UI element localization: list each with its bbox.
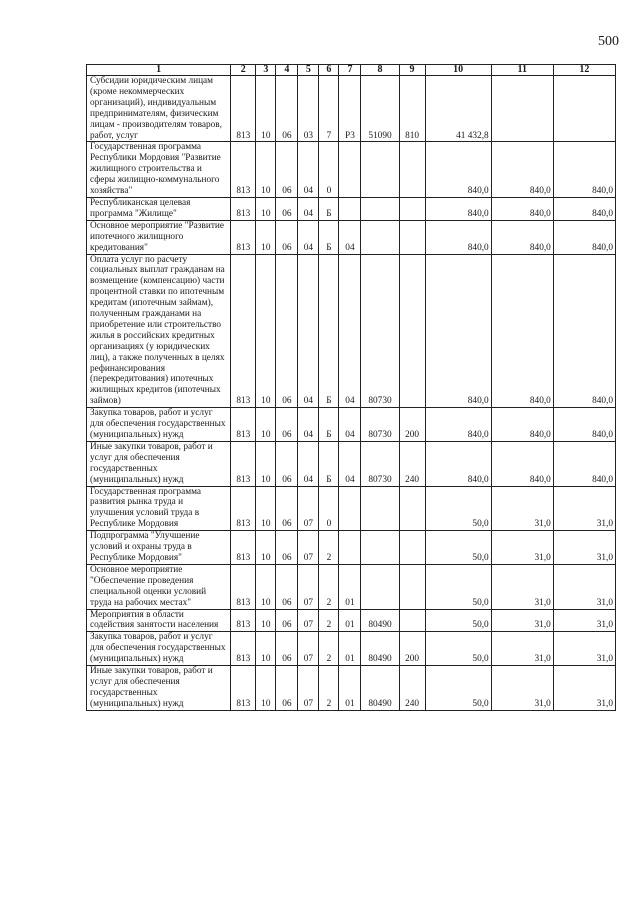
amount-year-3: 31,0 [553, 666, 615, 711]
amount-year-1: 50,0 [425, 564, 491, 609]
amount-year-1: 840,0 [425, 441, 491, 486]
section-code: 10 [256, 254, 276, 408]
column-header: 10 [425, 65, 491, 76]
section-code: 10 [256, 408, 276, 442]
activity-code: 01 [339, 632, 361, 666]
program-code: 04 [298, 254, 319, 408]
admin-code: 813 [231, 632, 256, 666]
amount-year-3: 840,0 [553, 408, 615, 442]
expense-type-code [399, 254, 425, 408]
column-header: 12 [553, 65, 615, 76]
admin-code: 813 [231, 220, 256, 254]
amount-year-2: 840,0 [491, 197, 553, 220]
amount-year-2: 31,0 [491, 666, 553, 711]
amount-year-3: 840,0 [553, 254, 615, 408]
program-code: 04 [298, 408, 319, 442]
admin-code: 813 [231, 142, 256, 198]
amount-year-3: 840,0 [553, 142, 615, 198]
direction-code: 80730 [361, 441, 399, 486]
admin-code: 813 [231, 408, 256, 442]
subsection-code: 06 [276, 408, 298, 442]
amount-year-2: 31,0 [491, 609, 553, 632]
direction-code: 80490 [361, 666, 399, 711]
direction-code: 80730 [361, 254, 399, 408]
program-code: 04 [298, 197, 319, 220]
item-name: Закупка товаров, работ и услуг для обеспечения государственных (муниципальных) нужд [87, 632, 231, 666]
item-name: Республиканская целевая программа "Жилище" [87, 197, 231, 220]
amount-year-1: 50,0 [425, 531, 491, 565]
amount-year-2: 840,0 [491, 254, 553, 408]
table-row [87, 666, 616, 711]
subsection-code: 06 [276, 609, 298, 632]
program-code: 04 [298, 142, 319, 198]
amount-year-2 [491, 76, 553, 142]
direction-code [361, 197, 399, 220]
subprogram-code: Б [319, 220, 339, 254]
amount-year-1: 50,0 [425, 609, 491, 632]
table-row [87, 486, 616, 531]
expense-type-code [399, 197, 425, 220]
subsection-code: 06 [276, 632, 298, 666]
amount-year-1: 840,0 [425, 254, 491, 408]
program-code: 07 [298, 564, 319, 609]
subsection-code: 06 [276, 486, 298, 531]
subprogram-code: 2 [319, 564, 339, 609]
admin-code: 813 [231, 609, 256, 632]
expense-type-code [399, 220, 425, 254]
program-code: 07 [298, 632, 319, 666]
subprogram-code: 2 [319, 531, 339, 565]
item-name: Подпрограмма "Улучшение условий и охраны труда в Республике Мордовия" [87, 531, 231, 565]
amount-year-2: 31,0 [491, 564, 553, 609]
item-name: Оплата услуг по расчету социальных выплат гражданам на возмещение (компенсацию) части процентной ставки по ипотечным кредитам (ипотечным займам), полученным гражданами на приобретение или строительство жилья в российских кредитных организациях (у юридических лиц), а также полученных в целях рефинансирования (перекредитования) ипотечных жилищных кредитов (ипотечных займов) [87, 254, 231, 408]
item-name: Государственная программа развития рынка труда и улучшения условий труда в Республике Мордовия [87, 486, 231, 531]
subprogram-code: Б [319, 197, 339, 220]
section-code: 10 [256, 632, 276, 666]
expense-type-code: 810 [399, 76, 425, 142]
table-row [87, 197, 616, 220]
table-row [87, 220, 616, 254]
expense-type-code [399, 609, 425, 632]
subprogram-code: Б [319, 441, 339, 486]
activity-code: Р3 [339, 76, 361, 142]
activity-code [339, 486, 361, 531]
table-row [87, 531, 616, 565]
budget-table [86, 64, 616, 711]
table-row [87, 76, 616, 142]
column-header: 8 [361, 65, 399, 76]
item-name: Иные закупки товаров, работ и услуг для обеспечения государственных (муниципальных) нужд [87, 666, 231, 711]
expense-type-code [399, 486, 425, 531]
admin-code: 813 [231, 666, 256, 711]
program-code: 04 [298, 220, 319, 254]
table-row [87, 632, 616, 666]
direction-code [361, 142, 399, 198]
expense-type-code: 200 [399, 408, 425, 442]
table-row [87, 254, 616, 408]
header-row [87, 65, 616, 76]
amount-year-3: 31,0 [553, 609, 615, 632]
expense-type-code: 240 [399, 666, 425, 711]
column-header: 2 [231, 65, 256, 76]
activity-code: 04 [339, 441, 361, 486]
activity-code: 01 [339, 609, 361, 632]
subprogram-code: Б [319, 408, 339, 442]
column-header: 7 [339, 65, 361, 76]
admin-code: 813 [231, 486, 256, 531]
subsection-code: 06 [276, 564, 298, 609]
amount-year-1: 840,0 [425, 220, 491, 254]
item-name: Иные закупки товаров, работ и услуг для обеспечения государственных (муниципальных) нужд [87, 441, 231, 486]
subprogram-code: 0 [319, 486, 339, 531]
subsection-code: 06 [276, 254, 298, 408]
section-code: 10 [256, 220, 276, 254]
table-row [87, 564, 616, 609]
item-name: Мероприятия в области содействия занятости населения [87, 609, 231, 632]
section-code: 10 [256, 197, 276, 220]
section-code: 10 [256, 441, 276, 486]
column-header: 5 [298, 65, 319, 76]
amount-year-1: 50,0 [425, 632, 491, 666]
section-code: 10 [256, 486, 276, 531]
subsection-code: 06 [276, 76, 298, 142]
activity-code [339, 531, 361, 565]
item-name: Закупка товаров, работ и услуг для обеспечения государственных (муниципальных) нужд [87, 408, 231, 442]
admin-code: 813 [231, 197, 256, 220]
amount-year-1: 50,0 [425, 666, 491, 711]
expense-type-code: 200 [399, 632, 425, 666]
amount-year-3: 31,0 [553, 486, 615, 531]
subsection-code: 06 [276, 666, 298, 711]
section-code: 10 [256, 666, 276, 711]
amount-year-1: 840,0 [425, 197, 491, 220]
subsection-code: 06 [276, 197, 298, 220]
activity-code [339, 142, 361, 198]
subsection-code: 06 [276, 220, 298, 254]
table-row [87, 408, 616, 442]
direction-code: 80730 [361, 408, 399, 442]
item-name: Основное мероприятие "Развитие ипотечного жилищного кредитования" [87, 220, 231, 254]
amount-year-2: 31,0 [491, 632, 553, 666]
subprogram-code: Б [319, 254, 339, 408]
section-code: 10 [256, 76, 276, 142]
amount-year-3: 840,0 [553, 197, 615, 220]
expense-type-code: 240 [399, 441, 425, 486]
section-code: 10 [256, 564, 276, 609]
activity-code: 01 [339, 666, 361, 711]
amount-year-2: 31,0 [491, 486, 553, 531]
amount-year-3: 31,0 [553, 564, 615, 609]
amount-year-3 [553, 76, 615, 142]
admin-code: 813 [231, 441, 256, 486]
amount-year-2: 840,0 [491, 220, 553, 254]
subsection-code: 06 [276, 142, 298, 198]
subsection-code: 06 [276, 441, 298, 486]
admin-code: 813 [231, 564, 256, 609]
section-code: 10 [256, 142, 276, 198]
column-header: 3 [256, 65, 276, 76]
amount-year-2: 31,0 [491, 531, 553, 565]
program-code: 07 [298, 609, 319, 632]
program-code: 03 [298, 76, 319, 142]
activity-code: 01 [339, 564, 361, 609]
admin-code: 813 [231, 76, 256, 142]
direction-code [361, 531, 399, 565]
direction-code: 80490 [361, 632, 399, 666]
direction-code: 80490 [361, 609, 399, 632]
item-name: Государственная программа Республики Мордовия "Развитие жилищного строительства и сферы жилищно-коммунального хозяйства" [87, 142, 231, 198]
amount-year-1: 840,0 [425, 408, 491, 442]
direction-code [361, 564, 399, 609]
amount-year-3: 840,0 [553, 441, 615, 486]
expense-type-code [399, 564, 425, 609]
amount-year-2: 840,0 [491, 408, 553, 442]
subprogram-code: 2 [319, 632, 339, 666]
page-number: 500 [598, 34, 619, 49]
amount-year-3: 31,0 [553, 531, 615, 565]
program-code: 04 [298, 441, 319, 486]
item-name: Субсидии юридическим лицам (кроме некоммерческих организаций), индивидуальным предпринимателям, физическим лицам - производителям товаров, работ, услуг [87, 76, 231, 142]
subprogram-code: 7 [319, 76, 339, 142]
admin-code: 813 [231, 531, 256, 565]
direction-code: 51090 [361, 76, 399, 142]
column-header: 9 [399, 65, 425, 76]
amount-year-1: 840,0 [425, 142, 491, 198]
subprogram-code: 2 [319, 609, 339, 632]
program-code: 07 [298, 666, 319, 711]
subprogram-code: 0 [319, 142, 339, 198]
program-code: 07 [298, 531, 319, 565]
activity-code: 04 [339, 254, 361, 408]
amount-year-3: 840,0 [553, 220, 615, 254]
activity-code [339, 197, 361, 220]
table-row [87, 609, 616, 632]
activity-code: 04 [339, 408, 361, 442]
column-header: 11 [491, 65, 553, 76]
item-name: Основное мероприятие "Обеспечение проведения специальной оценки условий труда на рабочих местах" [87, 564, 231, 609]
direction-code [361, 220, 399, 254]
expense-type-code [399, 531, 425, 565]
amount-year-1: 41 432,8 [425, 76, 491, 142]
column-header: 4 [276, 65, 298, 76]
amount-year-3: 31,0 [553, 632, 615, 666]
program-code: 07 [298, 486, 319, 531]
amount-year-2: 840,0 [491, 142, 553, 198]
amount-year-2: 840,0 [491, 441, 553, 486]
expense-type-code [399, 142, 425, 198]
activity-code: 04 [339, 220, 361, 254]
section-code: 10 [256, 609, 276, 632]
direction-code [361, 486, 399, 531]
subsection-code: 06 [276, 531, 298, 565]
table-row [87, 441, 616, 486]
column-header: 1 [87, 65, 231, 76]
table-row [87, 142, 616, 198]
column-header: 6 [319, 65, 339, 76]
amount-year-1: 50,0 [425, 486, 491, 531]
subprogram-code: 2 [319, 666, 339, 711]
section-code: 10 [256, 531, 276, 565]
admin-code: 813 [231, 254, 256, 408]
